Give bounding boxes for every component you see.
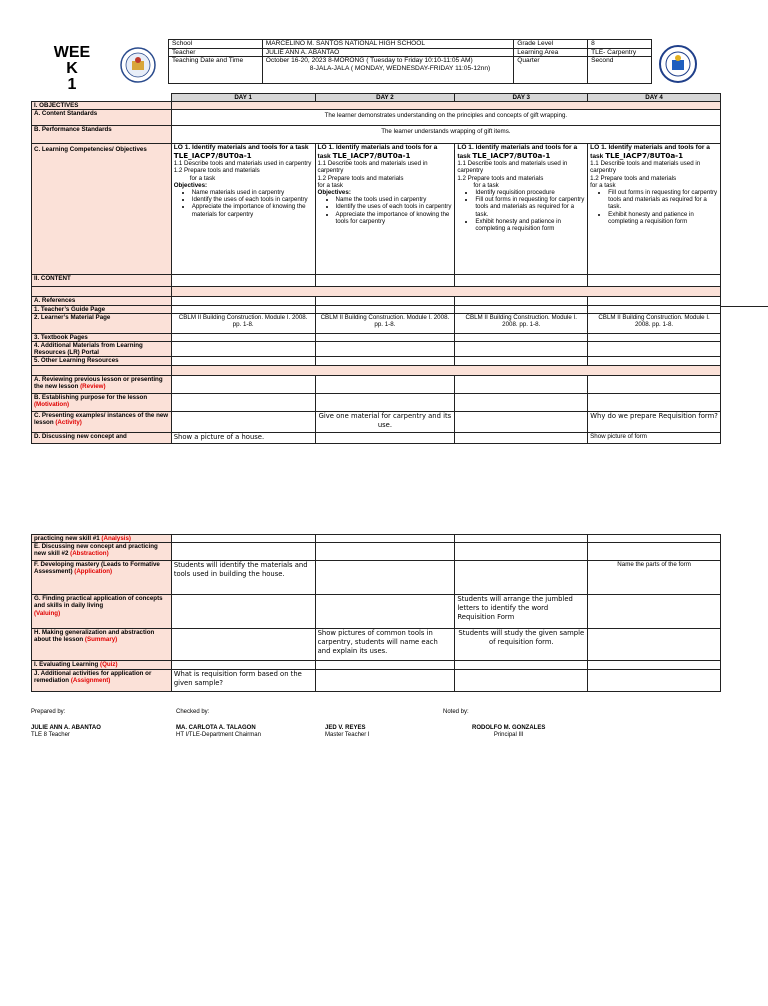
procedure-j-tag: (Assignment)	[70, 677, 111, 685]
performance-standards-label: B. Performance Standards	[32, 126, 172, 144]
objective-item: • Identify the uses of each tools in carpentry	[336, 203, 453, 210]
sub-objective-1: 1.1 Describe tools and materials used in carpentry	[173, 160, 312, 168]
references-label: A. References	[32, 297, 172, 305]
procedure-f-label	[32, 561, 172, 595]
day-2-lm: CBLM II Building Construction. Module I. 2008. pp. 1-8.	[315, 313, 455, 333]
teachers-guide-label: 1. Teacher’s Guide Page	[32, 305, 172, 313]
procedure-i-tag: (Quiz)	[100, 661, 118, 669]
lo-code: TLE_IACP7/8UT0a-1	[173, 150, 252, 160]
day-1-assignment: What is requisition form based on the given sample?	[171, 670, 315, 692]
procedure-f-text: F. Developing mastery (Leads to Formative Assessment)	[34, 561, 160, 576]
content-standards-text: The learner demonstrates understanding on the principles and concepts of gift wrapping.	[171, 110, 720, 126]
procedure-b-text: B. Establishing purpose for the lesson	[34, 393, 148, 401]
day-2-summary: Show pictures of common tools in carpentry, students will name each and explain its uses.	[315, 629, 455, 661]
sub-objective-2-cont: for a task	[590, 181, 616, 189]
area-label: Learning Area	[514, 48, 588, 57]
objective-item: • Name materials used in carpentry	[192, 189, 313, 196]
noted-by-label: Noted by:	[443, 709, 469, 715]
day-3-lm: CBLM II Building Construction. Module I. 2008. pp. 1-8.	[455, 313, 588, 333]
week-label	[52, 45, 92, 93]
textbook-label: 3. Textbook Pages	[32, 333, 172, 341]
area-value: TLE- Carpentry	[588, 48, 652, 57]
day-1-discussion: Show a picture of a house.	[171, 432, 315, 443]
procedure-e-label	[32, 543, 172, 561]
objective-item: • Exhibit honesty and patience in completing a requisition form	[475, 218, 585, 232]
signatory-title: HT I/TLE-Department Chairman	[176, 732, 261, 739]
school-value: MARCELINO M. SANTOS NATIONAL HIGH SCHOOL	[262, 40, 513, 49]
day-3-valuing: Students will arrange the jumbled letters to identify the word Requisition Form	[455, 595, 588, 629]
day-3-summary: Students will study the given sample of requisition form.	[455, 629, 588, 661]
signatory-title: Principal III	[493, 732, 524, 739]
prepared-by-label: Prepared by:	[31, 709, 66, 715]
objectives-title: I. OBJECTIVES	[32, 102, 172, 110]
grade-label: Grade Level	[514, 40, 588, 49]
day-4-lm: CBLM II Building Construction. Module I. 2008. pp. 1-8.	[588, 313, 721, 333]
day-1-mastery: Students will identify the materials and tools used in building the house.	[171, 561, 315, 595]
school-seal-logo	[659, 45, 697, 83]
signatory-checked	[176, 725, 261, 740]
day-2-activity: Give one material for carpentry and its use.	[315, 411, 455, 432]
objective-item: • Identify the uses of each tools in carpentry	[192, 196, 313, 203]
week-label-part: WEE	[53, 44, 91, 61]
teacher-value: JULIE ANN A. ABANTAO	[262, 48, 513, 57]
date-value	[262, 57, 513, 84]
day-2-header: DAY 2	[315, 94, 455, 102]
school-label: School	[169, 40, 263, 49]
sub-objective-2: 1.2 Prepare tools and materials	[317, 174, 404, 182]
objective-item: • Fill out forms in requesting for carpentry tools and materials as required for a task.	[608, 189, 718, 211]
sub-objective-2-cont: for a task	[473, 181, 499, 189]
procedure-c-text: C. Presenting examples/ instances of the new lesson	[34, 411, 169, 426]
procedure-d-label-cont	[32, 535, 172, 543]
day-1-objectives	[171, 144, 315, 275]
procedure-c-tag: (Activity)	[55, 418, 82, 426]
day-3-objectives	[455, 144, 588, 275]
header-info-table	[168, 39, 652, 84]
week-label-part: 1	[67, 76, 77, 93]
day-3-header: DAY 3	[455, 94, 588, 102]
sub-objective-1: 1.1 Describe tools and materials used in carpentry	[457, 160, 568, 175]
sub-objective-1: 1.1 Describe tools and materials used in carpentry	[590, 160, 701, 175]
checked-by-label: Checked by:	[176, 709, 210, 715]
lo-code: TLE_IACP7/8UT0a-1	[472, 150, 551, 160]
procedure-b-tag: (Motivation)	[34, 400, 70, 408]
lo-title: LO 1. Identify materials and tools for a task	[457, 144, 578, 160]
lesson-plan-table-continued	[31, 534, 721, 692]
procedure-h-label	[32, 629, 172, 661]
signatory-name: MA. CARLOTA A. TALAGON	[176, 725, 256, 731]
procedure-d-cont-text: practicing new skill #1	[34, 535, 100, 542]
sub-objective-2: 1.2 Prepare tools and materials	[173, 167, 260, 175]
procedure-a-tag: (Review)	[80, 382, 106, 390]
competencies-label: C. Learning Competencies/ Objectives	[32, 144, 172, 275]
day-4-discussion: Show picture of form	[588, 432, 721, 443]
procedure-h-tag: (Summary)	[84, 636, 118, 644]
procedure-e-text: E. Discussing new concept and practicing new skill #2	[34, 543, 158, 558]
week-label-part: K	[66, 60, 78, 77]
procedure-i-text: I. Evaluating Learning	[34, 661, 99, 669]
procedure-a-label	[32, 375, 172, 393]
day-4-header: DAY 4	[588, 94, 721, 102]
day-1-lm: CBLM II Building Construction. Module I. 2008. pp. 1-8.	[171, 313, 315, 333]
content-title: II. CONTENT	[32, 275, 172, 287]
sub-objective-2-cont: for a task	[317, 181, 343, 189]
objective-item: • Appreciate the importance of knowing the tools for carpentry	[336, 211, 453, 225]
objective-item: • Fill out forms in requesting for carpentry tools and materials as required for a task.	[475, 196, 585, 218]
procedure-j-label	[32, 670, 172, 692]
day-4-objectives	[588, 144, 721, 275]
other-resources-label: 5. Other Learning Resources	[32, 357, 172, 365]
procedure-g-tag: (Valuing)	[34, 609, 61, 617]
signatory-title: TLE 8 Teacher	[31, 732, 70, 739]
date-line-1: October 16-20, 2023 8-MORONG ( Tuesday to Friday 10:10-11:05 AM)	[265, 57, 473, 65]
day-4-activity: Why do we prepare Requisition form?	[588, 411, 721, 432]
signatory-name: JED V. REYES	[325, 725, 366, 731]
day-1-header: DAY 1	[171, 94, 315, 102]
day-4-mastery: Name the parts of the form	[588, 561, 721, 595]
signatory-name: JULIE ANN A. ABANTAO	[31, 725, 101, 731]
objective-item: • Exhibit honesty and patience in completing a requisition form	[608, 211, 718, 225]
procedure-b-label	[32, 393, 172, 411]
procedure-f-tag: (Application)	[74, 568, 113, 576]
sub-objective-2-cont: for a task	[189, 174, 216, 182]
lo-title: LO 1. Identify materials and tools for a task	[173, 144, 309, 152]
quarter-value: Second	[588, 57, 652, 84]
lo-title: LO 1. Identify materials and tools for a task	[317, 144, 438, 160]
procedure-d-label: D. Discussing new concept and	[32, 432, 172, 443]
learners-material-label: 2. Learner’s Material Page	[32, 313, 172, 333]
lo-title: LO 1. Identify materials and tools for a task	[590, 144, 710, 160]
procedure-d-tag: (Analysis)	[101, 535, 131, 542]
content-standards-label: A. Content Standards	[32, 110, 172, 126]
date-label: Teaching Date and Time	[169, 57, 263, 84]
procedure-i-label	[32, 661, 172, 670]
procedure-j-text: J. Additional activities for application or remediation	[34, 670, 152, 685]
procedure-h-text: H. Making generalization and abstraction about the lesson	[34, 629, 155, 644]
grade-value: 8	[588, 40, 652, 49]
signatory-title: Master Teacher I	[325, 732, 370, 739]
sub-objective-1: 1.1 Describe tools and materials used in carpentry	[317, 160, 428, 175]
lesson-plan-table	[31, 93, 721, 444]
deped-seal-logo	[120, 47, 156, 83]
signatory-noted	[472, 725, 545, 740]
lo-code: TLE_IACP7/8UT0a-1	[332, 150, 411, 160]
procedure-e-tag: (Abstraction)	[70, 550, 109, 558]
teacher-label: Teacher	[169, 48, 263, 57]
procedure-c-label	[32, 411, 172, 432]
objectives-label: Objectives:	[317, 189, 351, 197]
lo-code: TLE_IACP7/8UT0a-1	[605, 150, 684, 160]
date-line-2: 8-JALA-JALA ( MONDAY, WEDNESDAY-FRIDAY 11:05-12nn)	[309, 64, 491, 72]
performance-standards-text: The learner understands wrapping of gift items.	[171, 126, 720, 144]
additional-materials-label: 4. Additional Materials from Learning Resources (LR) Portal	[32, 342, 172, 357]
signatory-prepared	[31, 725, 101, 740]
day-2-objectives	[315, 144, 455, 275]
objective-item: • Identify requisition procedure	[475, 189, 585, 196]
procedure-a-text: A. Reviewing previous lesson or presenting the new lesson	[34, 375, 163, 390]
sub-objective-2: 1.2 Prepare tools and materials	[590, 174, 677, 182]
procedure-g-text: G. Finding practical application of concepts and skills in daily living	[34, 595, 163, 610]
quarter-label: Quarter	[514, 57, 588, 84]
divider-line	[720, 306, 768, 307]
objectives-label: Objectives:	[173, 181, 208, 189]
procedure-g-label	[32, 595, 172, 629]
objective-item: • Name the tools used in carpentry	[336, 196, 453, 203]
signatory-master-teacher	[325, 725, 370, 740]
sub-objective-2: 1.2 Prepare tools and materials	[457, 174, 544, 182]
signatory-name: RODOLFO M. GONZALES	[472, 725, 546, 731]
objective-item: • Appreciate the importance of knowing the materials for carpentry	[192, 203, 313, 217]
